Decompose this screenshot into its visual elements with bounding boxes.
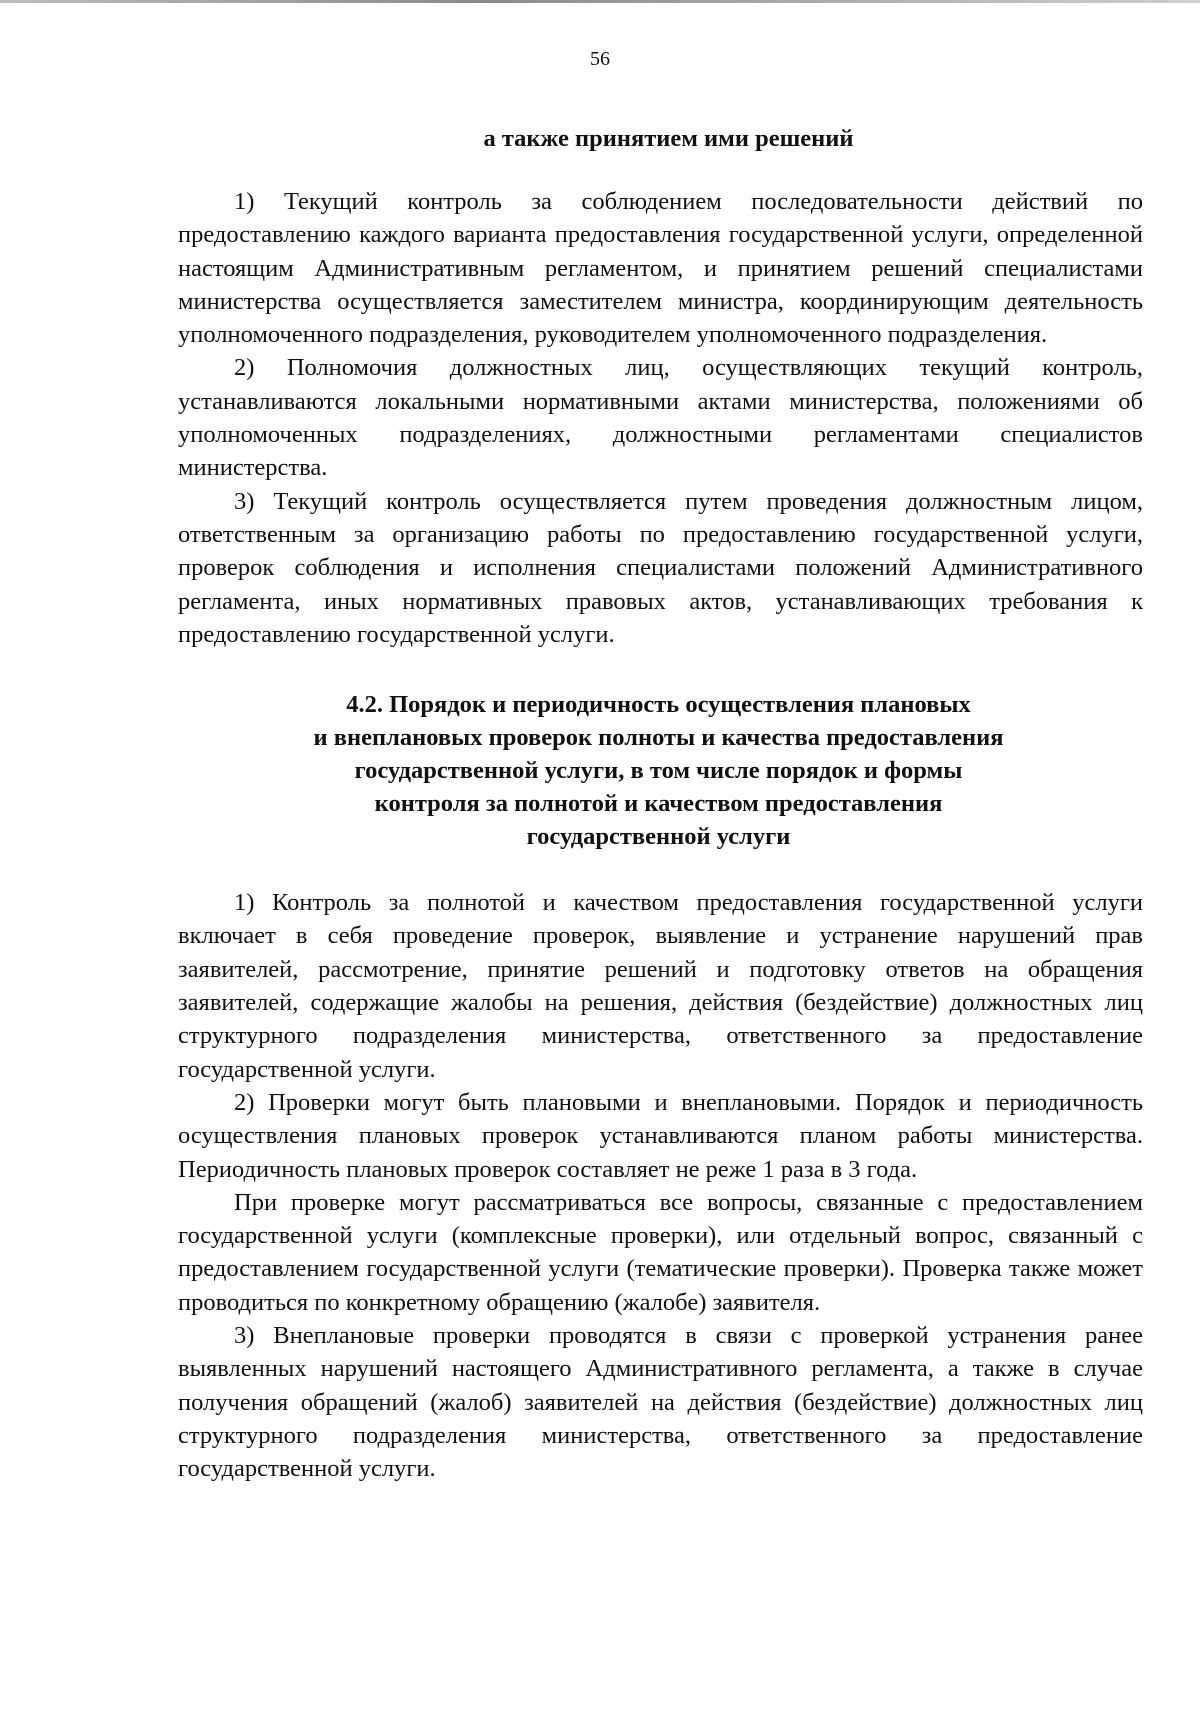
scan-top-edge <box>0 0 1200 3</box>
page-number: 56 <box>590 48 610 70</box>
paragraph: 1) Текущий контроль за соблюдением последовательности действий по предоставлению каждого варианта предоставления государственной услуги, определенной настоящим Административным регламентом, и принятием решений специалистами министерства осуществляется заместителем министра, координирующим деятельность уполномоченного подразделения, руководителем уполномоченного подразделения. <box>178 188 1143 349</box>
paragraph: 3) Текущий контроль осуществляется путем проведения должностным лицом, ответственным за организацию работы по предоставлению государственной услуги, проверок соблюдения и исполнения специалистами положений Административного регламента, иных нормативных правовых актов, устанавливающих требования к предоставлению государственной услуги. <box>178 487 1143 648</box>
paragraph: 1) Контроль за полнотой и качеством предоставления государственной услуги включает в себя проведение проверок, выявление и устранение нарушений прав заявителей, рассмотрение, принятие решений и подготовку ответов на обращения заявителей, содержащие жалобы на решения, действия (бездействие) должностных лиц структурного подразделения министерства, ответственного за предоставление государственной услуги. <box>178 889 1143 1083</box>
paragraph: 2) Проверки могут быть плановыми и внеплановыми. Порядок и периодичность осуществления плановых проверок устанавливаются планом работы министерства. Периодичность плановых проверок составляет не реже 1 раза в 3 года. <box>178 1088 1143 1183</box>
paragraph: 3) Внеплановые проверки проводятся в связи с проверкой устранения ранее выявленных нарушений настоящего Административного регламента, а также в случае получения обращений (жалоб) заявителей на действия (бездействие) должностных лиц структурного подразделения министерства, ответственного за предоставление государственной услуги. <box>178 1322 1143 1483</box>
document-body <box>178 122 1143 1486</box>
section-inspections <box>178 886 1143 1485</box>
section-heading-line: государственной услуги, в том числе порядок и формы <box>354 757 963 785</box>
section-heading-line: 4.2. Порядок и периодичность осуществления плановых <box>346 691 971 719</box>
section-heading-line: государственной услуги <box>526 823 791 851</box>
paragraph: 2) Полномочия должностных лиц, осуществляющих текущий контроль, устанавливаются локальными нормативными актами министерства, положениями об уполномоченных подразделениях, должностными регламентами специалистов министерства. <box>178 354 1143 482</box>
section-heading-line: контроля за полнотой и качеством предоставления <box>374 790 943 818</box>
section-heading-4-2 <box>176 688 1141 853</box>
top-heading: а также принятием ими решений <box>483 125 854 152</box>
section-current-control <box>178 185 1143 651</box>
paragraph: При проверке могут рассматриваться все вопросы, связанные с предоставлением государственной услуги (комплексные проверки), или отдельный вопрос, связанный с предоставлением государственной услуги (тематические проверки). Проверка также может проводиться по конкретному обращению (жалобе) заявителя. <box>178 1188 1143 1316</box>
section-heading-line: и внеплановых проверок полноты и качества предоставления <box>313 724 1004 752</box>
